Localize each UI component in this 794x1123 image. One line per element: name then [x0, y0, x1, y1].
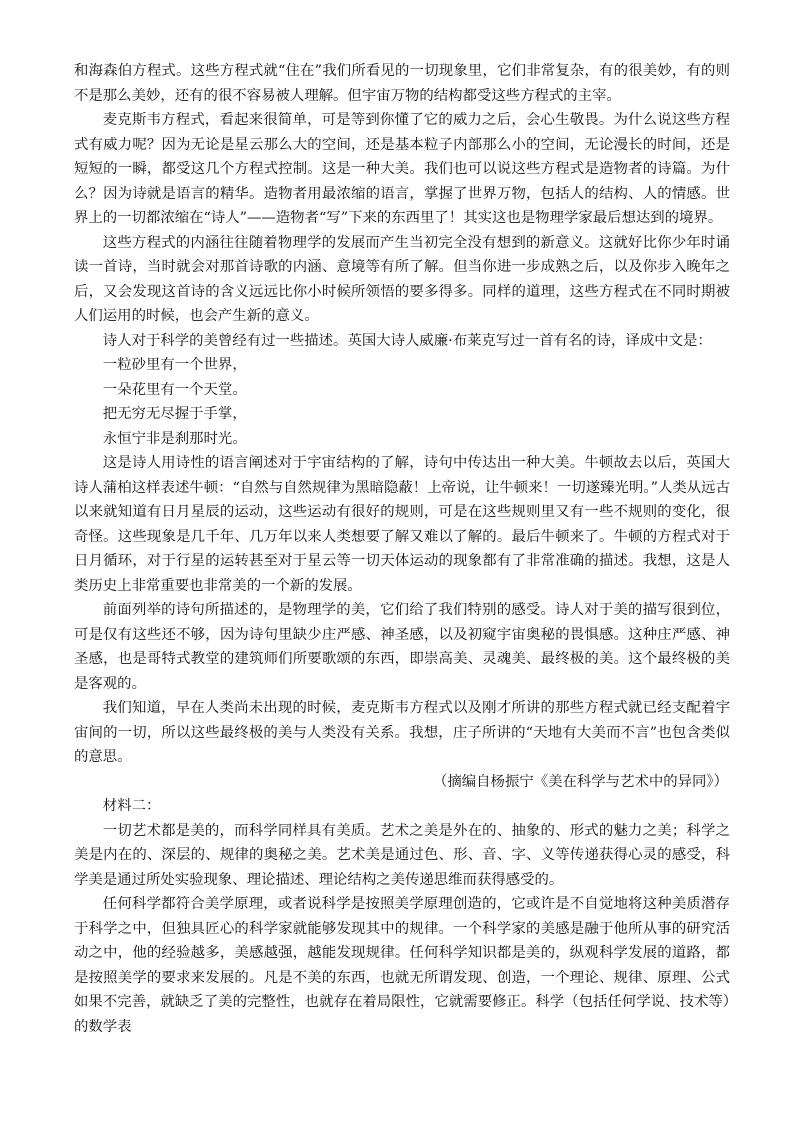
- paragraph: 我们知道，早在人类尚未出现的时候，麦克斯韦方程式以及刚才所讲的那些方程式就已经支配着宇宙间的一切，所以这些最终极的美与人类没有关系。我想，庄子所讲的“天地有大美而不言”也包含类似的意思。: [74, 700, 730, 765]
- paragraph: 任何科学都符合美学原理，或者说科学是按照美学原理创造的，它或许是不自觉地将这种美质潜存于科学之中，但独具匠心的科学家就能够发现其中的规律。一个科学家的美感是融于他所从事的研究活动之中，他的经验越多，美感越强，越能发现规律。任何科学知识都是美的，纵观科学发展的道路，都是按照美学的要求来发展的。凡是不美的东西，也就无所谓发现、创造，一个理论、规律、原理、公式如果不完善，就缺乏了美的完整性，也就存在着局限性，它就需要修正。科学（包括任何学说、技术等）的数学表: [74, 896, 730, 1035]
- paragraph: 这是诗人用诗性的语言阐述对于宇宙结构的了解，诗句中传达出一种大美。牛顿故去以后，英国大诗人蒲柏这样表述牛顿：“自然与自然规律为黑暗隐蔽！上帝说，让牛顿来！一切遂臻光明。”人类从远古以来就知道有日月星辰的运动，这些运动有很好的规则，可是在这些规则里又有一些不规则的变化，很奇怪。这些现象是几千年、几万年以来人类想要了解又难以了解的。最后牛顿来了。牛顿的方程式对于日月循环，对于行星的运转甚至对于星云等一切天体运动的现象都有了非常准确的描述。我想，这是人类历史上非常重要也非常美的一个新的发展。: [74, 455, 730, 594]
- poem-line: 永恒宁非是刹那时光。: [102, 430, 247, 447]
- poem-line: 把无穷无尽握于手掌，: [102, 406, 247, 422]
- paragraph: 和海森伯方程式。这些方程式就“住在”我们所看见的一切现象里，它们非常复杂，有的很美妙，有的则不是那么美妙，还有的很不容易被人理解。但宇宙万物的结构都受这些方程式的主宰。: [74, 63, 730, 104]
- source-citation: （摘编自杨振宁《美在科学与艺术中的异同》）: [432, 773, 728, 790]
- paragraph: 诗人对于科学的美曾经有过一些描述。英国大诗人威廉·布莱克写过一首有名的诗，译成中文是：: [102, 332, 712, 349]
- paragraph: 一切艺术都是美的，而科学同样具有美质。艺术之美是外在的、抽象的、形式的魅力之美；科学之美是内在的、深层的、规律的奥秘之美。艺术美是通过色、形、音、字、义等传递获得心灵的感受，科学美是通过所处实验现象、理论描述、理论结构之美传递思维而获得感受的。: [74, 822, 730, 888]
- material-label: 材料二：: [102, 798, 161, 814]
- paragraph: 这些方程式的内涵往往随着物理学的发展而产生当初完全没有想到的新意义。这就好比你少年时诵读一首诗，当时就会对那首诗歌的内涵、意境等有所了解。但当你进一步成熟之后，以及你步入晚年之后，又会发现这首诗的含义远远比你小时候所领悟的要多得多。同样的道理，这些方程式在不同时期被人们运用的时候，也会产生新的意义。: [74, 234, 730, 324]
- poem-line: 一朵花里有一个天堂。: [102, 381, 247, 398]
- paragraph: 前面列举的诗句所描述的，是物理学的美，它们给了我们特别的感受。诗人对于美的描写很到位，可是仅有这些还不够，因为诗句里缺少庄严感、神圣感，以及初窥宇宙奥秘的畏惧感。这种庄严感、神圣感，也是哥特式教堂的建筑师们所要歌颂的东西，即崇高美、灵魂美、最终极的美。这个最终极的美是客观的。: [74, 602, 730, 692]
- document-page: [74, 59, 730, 1039]
- paragraph: 麦克斯韦方程式，看起来很简单，可是等到你懂了它的威力之后，会心生敬畏。为什么说这些方程式有威力呢？因为无论是星云那么大的空间，还是基本粒子内部那么小的空间，无论漫长的时间，还是短短的一瞬，都受这几个方程式控制。这是一种大美。我们也可以说这些方程式是造物者的诗篇。为什么？因为诗就是语言的精华。造物者用最浓缩的语言，掌握了世界万物，包括人的结构、人的情感。世界上的一切都浓缩在“诗人”——造物者“写”下来的东西里了！其实这也是物理学家最后想达到的境界。: [74, 112, 730, 226]
- poem-line: 一粒砂里有一个世界，: [102, 357, 247, 373]
